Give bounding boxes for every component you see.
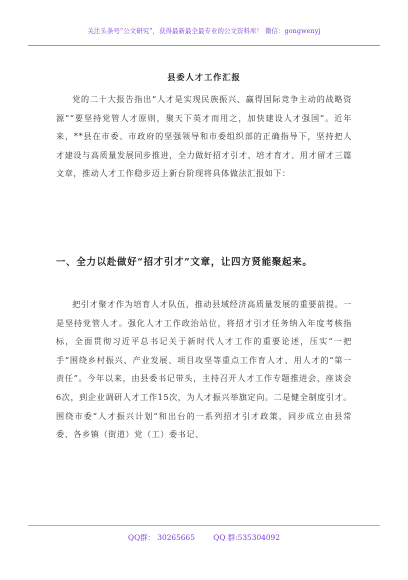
footer-qq-group-2: QQ 群:535304092: [213, 533, 280, 542]
header-divider: [28, 45, 380, 46]
footer-divider: [28, 525, 380, 526]
document-title: 县委人才工作汇报: [167, 72, 241, 82]
paragraph-section-1: 把引才聚才作为培育人才队伍，推动县域经济高质量发展的重要前提。一是坚持党管人才。强化人才工作政治站位，将招才引才任务纳入年度考核指标，全面贯彻习近平总书记关于新时代人才工作的重要论述，压实“一把手”围绕乡村振兴、产业发展、项目攻坚等重点工作育人才、用人才的“第一责任”。今年以来，由县委书记带头，主持召开人才工作专题推进会、座谈会6次，到企业调研人才工作15次，为人才振兴举旗定向。二是健全制度引才。围绕市委“人才振兴计划”和出台的一系列招才引才政策，同步成立由县常委、各乡镇（街道）党（工）委书记、: [56, 299, 352, 440]
header-banner: 关注头条号“公文研究”，获得最新最全最专业的公文资料库！ 微信：gongwenyj: [87, 27, 321, 35]
paragraph-intro: 党的二十大报告指出“人才是实现民族振兴、赢得国际竞争主动的战略资源”“要坚持党管人才原则，聚天下英才而用之，加快建设人才强国”。近年来，**县在市委、市政府的坚强领导和市委组织部的正确指导下，坚持把人才建设与高质量发展同步推进，全力做好招才引才、培才育才、用才留才三篇文章，推动人才工作稳步迈上新台阶现将具体做法汇报如下：: [56, 94, 352, 179]
section-heading-1: 一、全力以赴做好“招才引才”文章，让四方贤能聚起来。: [56, 257, 313, 268]
footer-qq-group-1: QQ群： 30265665: [128, 533, 195, 542]
footer: [0, 532, 408, 543]
